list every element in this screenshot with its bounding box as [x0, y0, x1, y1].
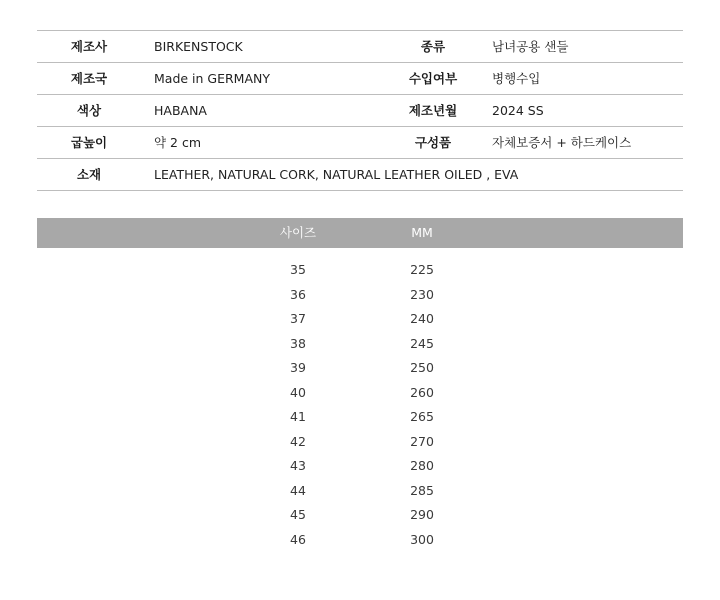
table-row — [37, 258, 683, 283]
spec-label: 제조국 — [70, 71, 108, 86]
spec-label: 구성품 — [414, 135, 452, 150]
table-row — [37, 454, 683, 479]
mm-cell: 225 — [410, 262, 434, 277]
mm-column-header: MM — [411, 225, 433, 240]
spec-value: 약 2 cm — [154, 135, 202, 150]
table-row — [37, 528, 683, 553]
spec-value: 병행수입 — [492, 71, 541, 86]
spec-row-color — [37, 95, 683, 127]
size-cell: 44 — [290, 482, 306, 498]
spec-value: 2024 SS — [492, 103, 544, 118]
spec-label: 종류 — [420, 39, 446, 54]
table-row — [37, 356, 683, 381]
mm-cell: 290 — [410, 507, 434, 522]
size-table — [37, 258, 683, 552]
size-cell: 38 — [290, 335, 306, 351]
spec-label: 소재 — [76, 167, 102, 182]
table-row — [37, 503, 683, 528]
size-column-header: 사이즈 — [279, 225, 317, 240]
product-spec-table — [37, 30, 683, 191]
spec-label: 굽높이 — [70, 135, 108, 150]
table-row — [37, 307, 683, 332]
spec-value: 남녀공용 샌들 — [492, 39, 569, 54]
spec-value: Made in GERMANY — [154, 71, 271, 86]
spec-value: LEATHER, NATURAL CORK, NATURAL LEATHER OILED , EVA — [154, 167, 519, 182]
size-cell: 42 — [290, 433, 306, 449]
mm-cell: 285 — [410, 482, 434, 498]
table-row — [37, 283, 683, 308]
mm-cell: 300 — [410, 531, 434, 547]
size-cell: 39 — [290, 360, 306, 375]
spec-label: 제조사 — [70, 39, 108, 54]
spec-row-heel-height — [37, 127, 683, 159]
size-cell: 46 — [290, 531, 306, 547]
size-cell: 36 — [290, 286, 306, 302]
spec-label: 제조년월 — [408, 103, 458, 118]
size-cell: 37 — [290, 311, 306, 326]
mm-cell: 280 — [410, 458, 434, 473]
mm-cell: 250 — [410, 360, 434, 375]
spec-row-material — [37, 159, 683, 191]
size-cell: 41 — [290, 409, 306, 424]
size-cell: 35 — [290, 262, 306, 277]
mm-cell: 230 — [410, 286, 434, 302]
table-row — [37, 381, 683, 406]
spec-value: BIRKENSTOCK — [154, 39, 243, 54]
size-cell: 40 — [290, 384, 306, 400]
table-row — [37, 479, 683, 504]
mm-cell: 265 — [410, 409, 434, 424]
spec-row-origin — [37, 63, 683, 95]
spec-label: 색상 — [76, 103, 102, 118]
size-cell: 45 — [290, 507, 306, 522]
mm-cell: 260 — [410, 384, 434, 400]
table-row — [37, 430, 683, 455]
spec-label: 수입여부 — [408, 71, 458, 86]
size-cell: 43 — [290, 458, 306, 473]
spec-row-manufacturer — [37, 31, 683, 63]
size-table-header — [37, 218, 683, 248]
spec-value: 자체보증서 + 하드케이스 — [492, 135, 632, 150]
mm-cell: 270 — [410, 433, 434, 449]
spec-value: HABANA — [154, 103, 207, 118]
table-row — [37, 405, 683, 430]
table-row — [37, 332, 683, 357]
mm-cell: 240 — [410, 311, 434, 326]
mm-cell: 245 — [410, 335, 434, 351]
